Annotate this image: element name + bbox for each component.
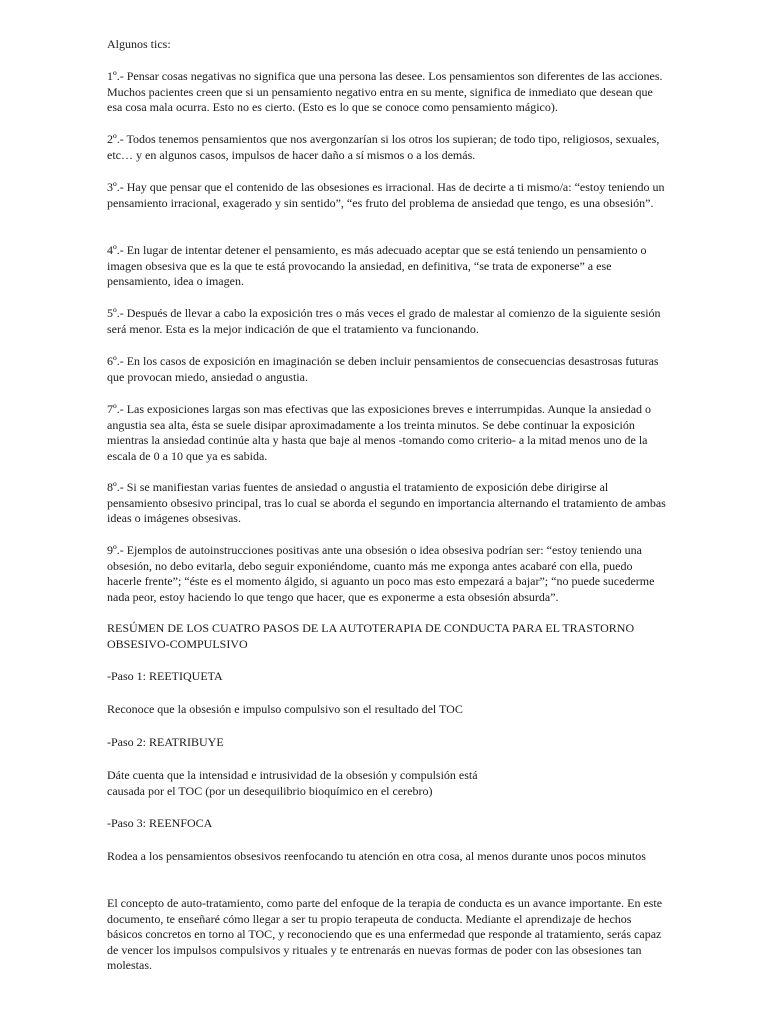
step-3-text: Rodea a los pensamientos obsesivos reenfocando tu atención en otra cosa, al menos durante unos pocos minutos: [107, 849, 646, 863]
intro-line: Algunos tics:: [107, 37, 171, 51]
tic-paragraph-1: 1º.- Pensar cosas negativas no significa que una persona las desee. Los pensamientos son diferentes de las acciones. Muchos pacientes creen que si un pensamiento negativo entra en su mente, significa de inmediato que desean que esa cosa mala ocurra. Esto no es cierto. (Esto es lo que se conoce como pensamiento mágico).: [107, 69, 663, 114]
tic-paragraph-4: 4º.- En lugar de intentar detener el pensamiento, es más adecuado aceptar que se está teniendo un pensamiento o imagen obsesiva que es la que te está provocando la ansiedad, en definitiva, “se trata de exponerse” a ese pensamiento, idea o imagen.: [107, 243, 647, 288]
tic-paragraph-9: 9º.- Ejemplos de autoinstrucciones positivas ante una obsesión o idea obsesiva podrían ser: “estoy teniendo una obsesión, no debo evitarla, debo seguir exponiéndome, cuanto más me exponga antes acabaré con ella, puedo hacerle frente”; “éste es el momento álgido, si aguanto un poco mas esto empezará a bajar”; “no puede sucederme nada peor, estoy haciendo lo que tengo que hacer, que es exponerme a esta obsesión absurda”.: [107, 543, 655, 604]
step-3-title: -Paso 3: REENFOCA: [107, 816, 213, 830]
step-1-title: -Paso 1: REETIQUETA: [107, 669, 223, 683]
tic-paragraph-3: 3º.- Hay que pensar que el contenido de las obsesiones es irracional. Has de decirte a ti mismo/a: “estoy teniendo un pensamiento irracional, exagerado y sin sentido”, “es fruto del problema de ansiedad que tengo, es una obsesión”.: [107, 180, 665, 210]
step-2-title: -Paso 2: REATRIBUYE: [107, 735, 224, 749]
tic-paragraph-7: 7º.- Las exposiciones largas son mas efectivas que las exposiciones breves e interrumpidas. Aunque la ansiedad o angustia sea alta, ésta se suele disipar aproximadamente a los treinta minutos. Se debe continuar la exposición mientras la ansiedad continúe alta y hasta que baje al menos -tomando como criterio- a la mitad menos uno de la escala de 0 a 10 que ya es sabida.: [107, 402, 652, 463]
closing-paragraph: El concepto de auto-tratamiento, como parte del enfoque de la terapia de conducta es un avance importante. En este documento, te enseñaré cómo llegar a ser tu propio terapeuta de conducta. Mediante el aprendizaje de hechos básicos concretos en torno al TOC, y reconociendo que es una enfermedad que responde al tratamiento, serás capaz de vencer los impulsos compulsivos y rituales y te entrenarás en nuevas formas de poder con las obsesiones tan molestas.: [107, 896, 663, 972]
tic-paragraph-2: 2º.- Todos tenemos pensamientos que nos avergonzarían si los otros los supieran; de todo tipo, religiosos, sexuales, etc… y en algunos casos, impulsos de hacer daño a sí mismos o a los demás.: [107, 132, 660, 162]
step-1-text: Reconoce que la obsesión e impulso compulsivo son el resultado del TOC: [107, 702, 463, 716]
tic-paragraph-8: 8º.- Si se manifiestan varias fuentes de ansiedad o angustia el tratamiento de exposición debe dirigirse al pensamiento obsesivo principal, tras lo cual se aborda el segundo en importancia alternando el tratamiento de ambas ideas o imágenes obsesivas.: [107, 480, 666, 525]
step-2-text: Dáte cuenta que la intensidad e intrusividad de la obsesión y compulsión está causada por el TOC (por un desequilibrio bioquímico en el cerebro): [107, 768, 478, 798]
tic-paragraph-5: 5º.- Después de llevar a cabo la exposición tres o más veces el grado de malestar al comienzo de la siguiente sesión será menor. Esta es la mejor indicación de que el tratamiento va funcionando.: [107, 306, 661, 336]
tic-paragraph-6: 6º.- En los casos de exposición en imaginación se deben incluir pensamientos de consecuencias desastrosas futuras que provocan miedo, ansiedad o angustia.: [107, 354, 659, 384]
summary-heading: RESÚMEN DE LOS CUATRO PASOS DE LA AUTOTERAPIA DE CONDUCTA PARA EL TRASTORNO OBSESIVO-COMPULSIVO: [107, 621, 635, 651]
